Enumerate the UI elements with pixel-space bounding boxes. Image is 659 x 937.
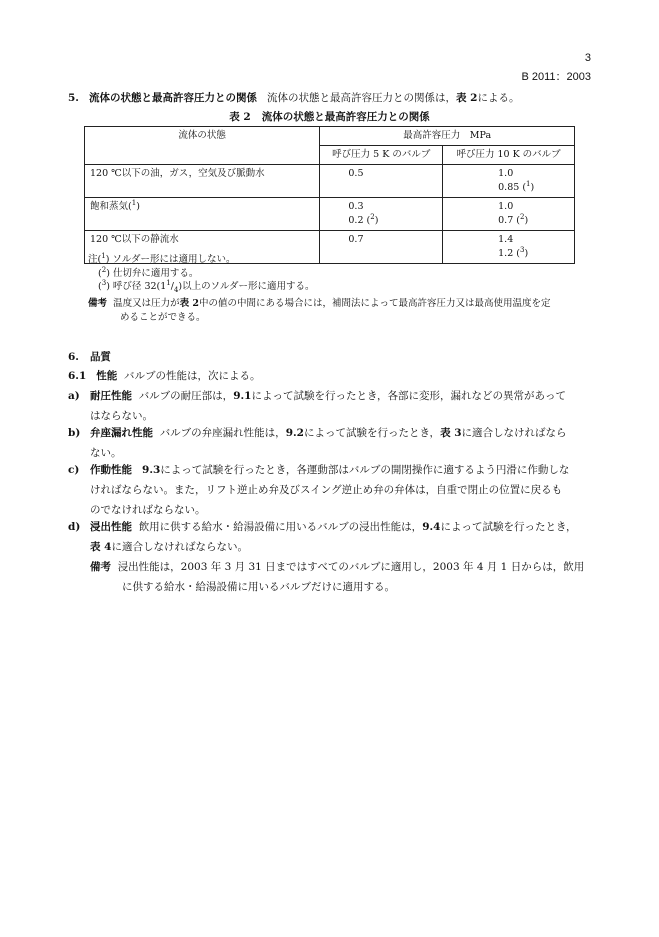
section-6-1: 6.1 性能 バルブの性能は，次による。: [68, 370, 261, 382]
item-a: a) 耐圧性能 バルブの耐圧部は，9.1によって試験を行ったとき，各部に変形，漏れなどの異常があって はならない。: [68, 390, 566, 422]
header-5k: 呼び圧力 5 K のバルブ: [320, 146, 443, 165]
fluid-cell: 120 ℃以下の油，ガス，空気及び脈動水: [85, 165, 320, 198]
standard-code: B 2011：2003: [521, 71, 591, 83]
value-10k-cell: 1.4 1.2 ($^3$): [443, 231, 575, 264]
table-header-row: [85, 127, 575, 146]
section-5-heading: 流体の状態と最高許容圧力との関係: [88, 92, 257, 104]
value-10k-cell: 1.0 0.85 ($^1$): [443, 165, 575, 198]
section-5-number: 5.: [68, 92, 79, 104]
section-5-text: 流体の状態と最高許容圧力との関係は，: [267, 92, 456, 104]
value-5k-cell: 0.3 0.2 ($^2$): [320, 198, 443, 231]
table-row: [85, 165, 575, 198]
value-10k-cell: 1.0 0.7 ($^2$): [443, 198, 575, 231]
fluid-cell: 飽和蒸気($^1$): [85, 198, 320, 231]
item-b: b) 弁座漏れ性能 バルブの弁座漏れ性能は，9.2によって試験を行ったとき，表 3に適合しなければなら ない。: [68, 427, 567, 459]
note-3: ($^3$) 呼び径 $32(1^1/_4)$以上のソルダー形に適用する。: [98, 278, 315, 294]
header-max-pressure: 最高許容圧力 MPa: [320, 127, 575, 146]
item-c: c) 作動性能 9.3によって試験を行ったとき，各運動部はバルブの開閉操作に適するよう円滑に作動しな ければならない。また，リフト逆止め弁及びスイング逆止め弁の弁体は，自重で閉止の位置に戻るも のでなければならない。: [68, 464, 570, 516]
header-10k: 呼び圧力 10 K のバルブ: [443, 146, 575, 165]
table-notes: [88, 253, 588, 324]
item-d-remark: 備考 浸出性能は，2003 年 3 月 31 日まではすべてのバルブに適用し，2003 年 4 月 1 日からは，飲用: [90, 561, 585, 573]
header-fluid-state: 流体の状態: [85, 127, 320, 165]
section-5-table-ref: 表 2: [456, 92, 478, 104]
table-2-caption: 表 2 流体の状態と最高許容圧力との関係: [229, 111, 430, 123]
item-d: d) 浸出性能 飲用に供する給水・給湯設備に用いるバルブの浸出性能は，9.4によって試験を行ったとき， 表 4に適合しなければならない。 備考 浸出性能は，2003 年 3 月 31 日まではすべてのバルブに適用し，2003 年 4 月 1 日からは，飲用 に供する給水・給湯設備に用いるバルブだけに適用する。: [68, 520, 598, 595]
section-6-heading: 6. 品質: [68, 351, 111, 363]
page-number: 3: [584, 52, 591, 64]
remark: 備考 温度又は圧力が表 2中の値の中間にある場合には，補間法によって最高許容圧力又は最高使用温度を定: [88, 298, 551, 310]
remark-cont: めることができる。: [120, 311, 206, 323]
note-1: 注($^1$) ソルダー形には適用しない。: [88, 251, 236, 265]
table-2: [84, 126, 575, 264]
fluid-cell: 120 ℃以下の静流水: [85, 231, 320, 264]
value-5k-cell: 0.5: [320, 165, 443, 198]
table-row: [85, 198, 575, 231]
note-2: ($^2$) 仕切弁に適用する。: [98, 265, 199, 279]
value-5k-cell: 0.7: [320, 231, 443, 264]
section-5: 5. 流体の状態と最高許容圧力との関係 流体の状態と最高許容圧力との関係は，表 2による。: [68, 92, 520, 104]
